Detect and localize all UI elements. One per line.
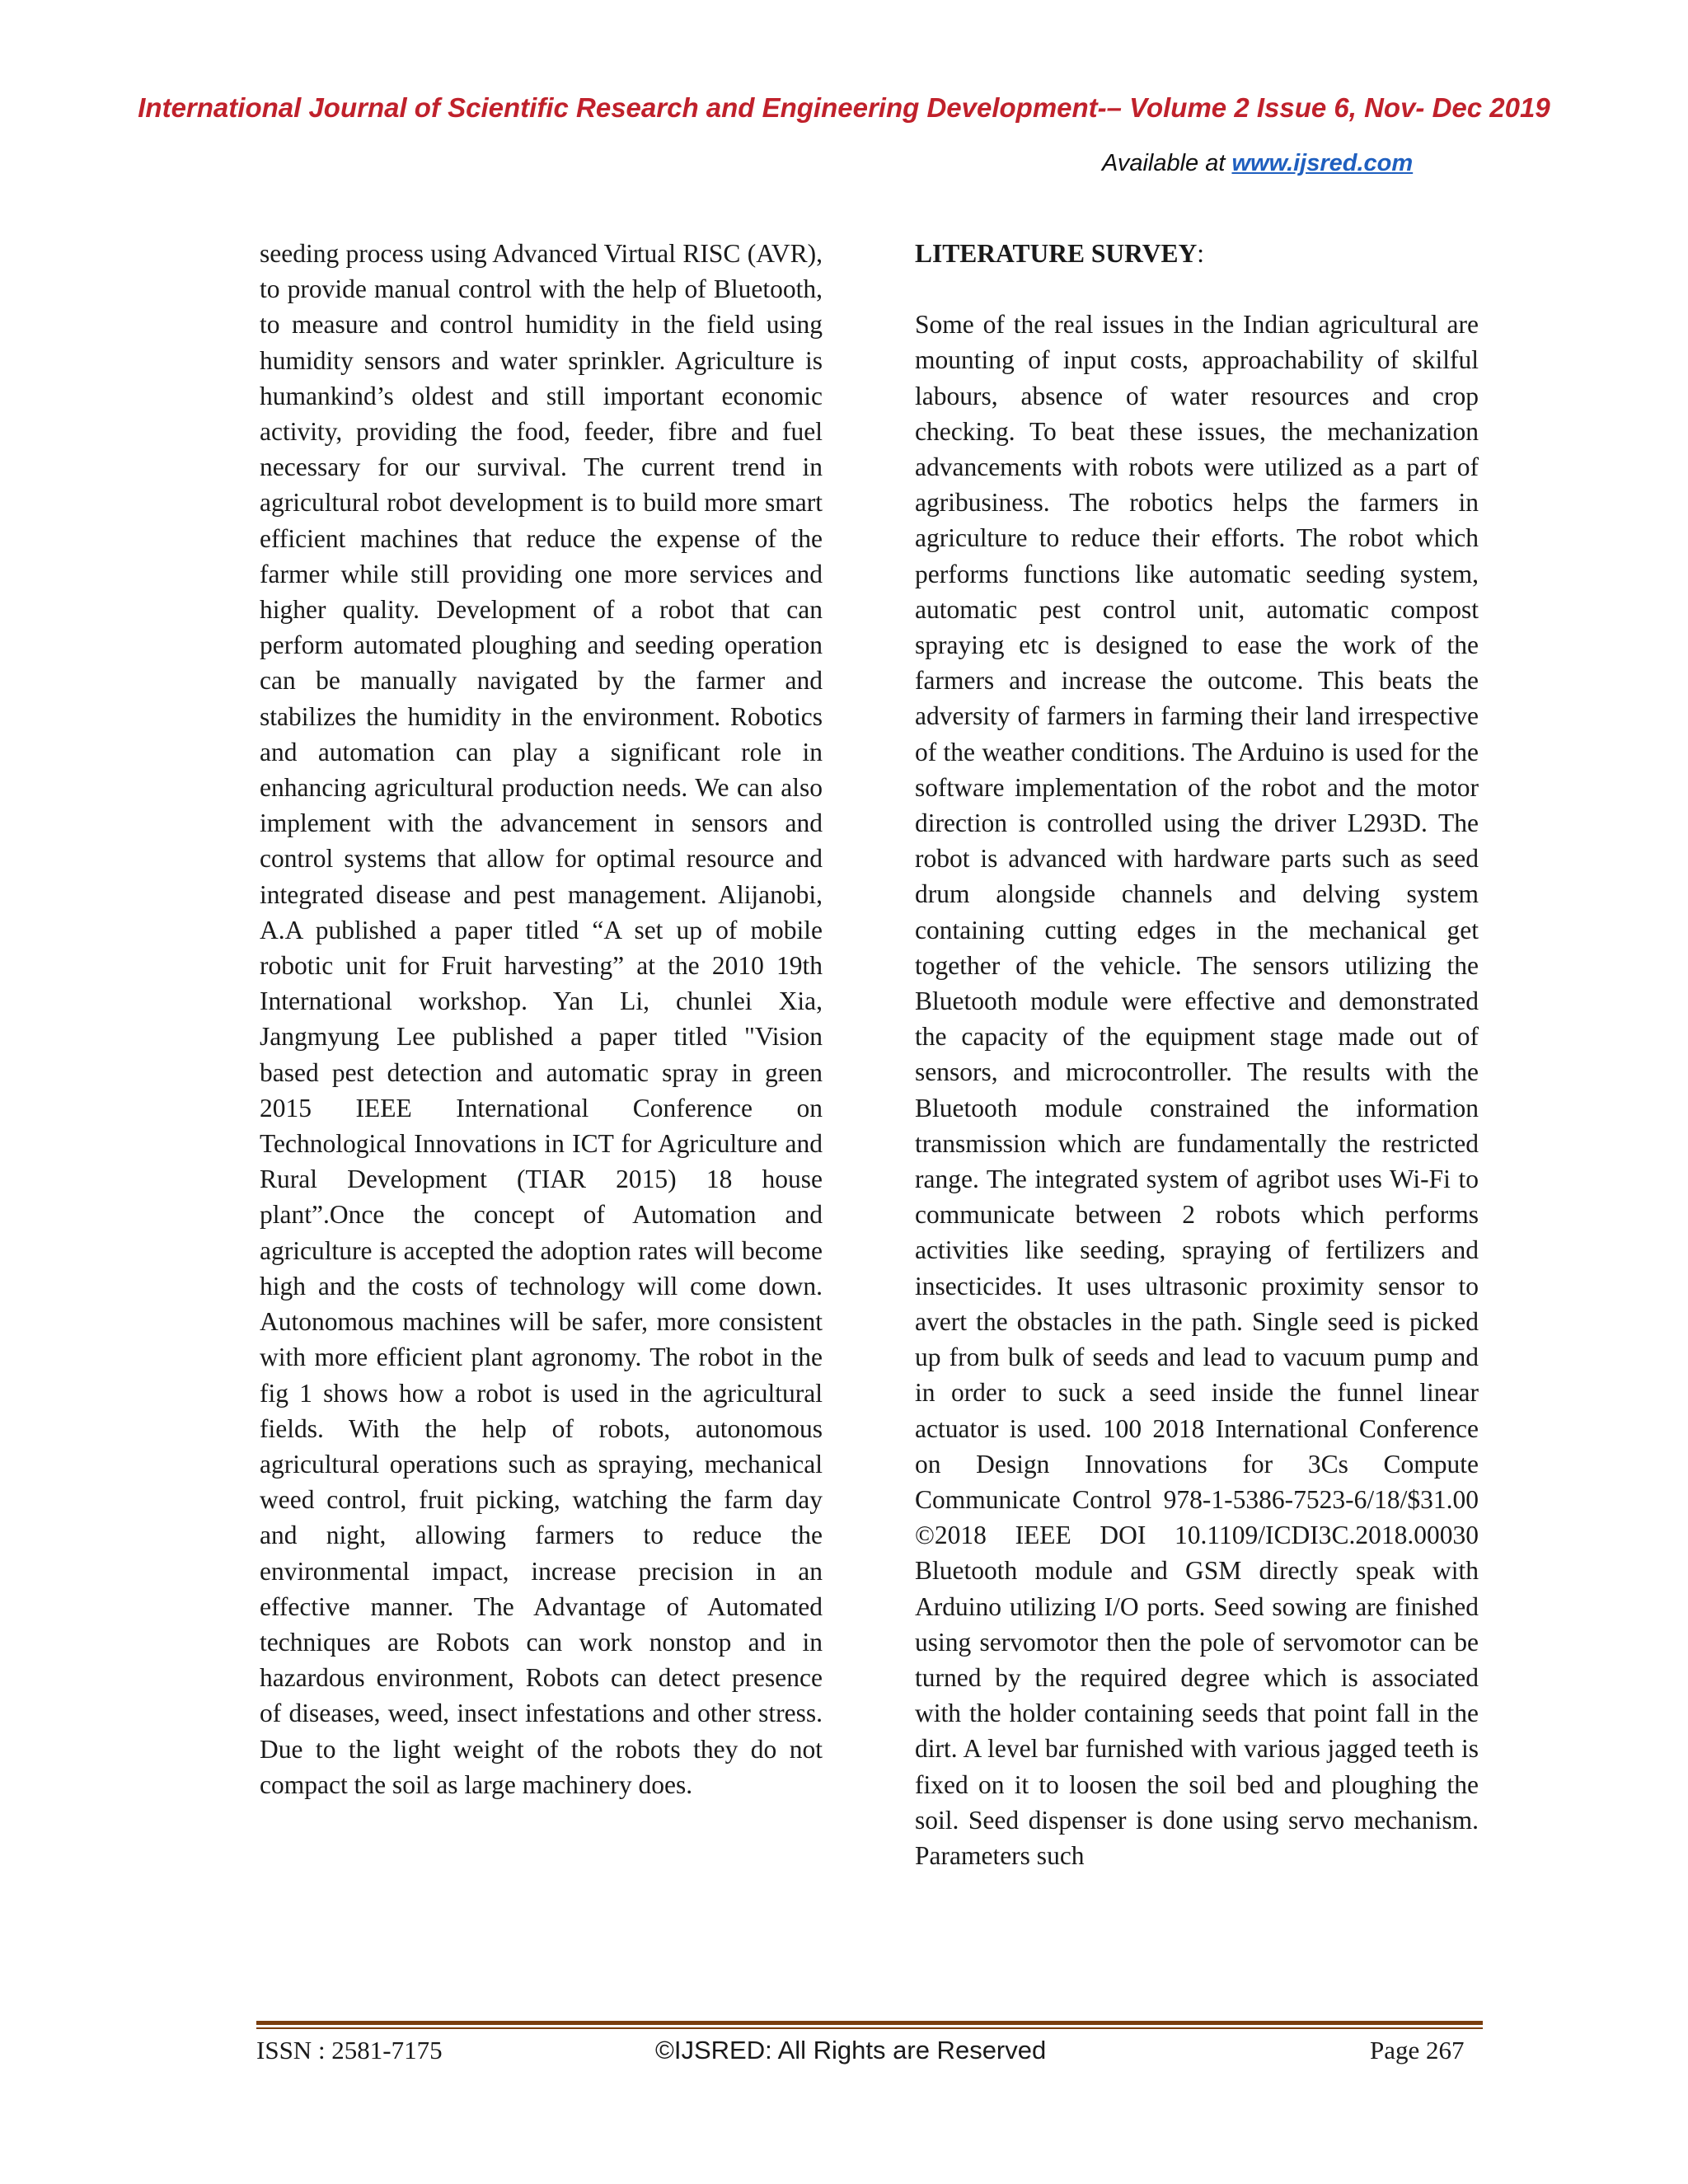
left-column <box>260 236 823 1802</box>
section-heading-colon: : <box>1197 239 1205 268</box>
right-column-paragraph: Some of the real issues in the Indian agricultural are mounting of input costs, approachability of skilful labours, absence of water resources and crop checking. To beat these issues, the mechanization advancements with robots were utilized as a part of agribusiness. The robotics helps the farmers in agriculture to reduce their efforts. The robot which performs functions like automatic seeding system, automatic pest control unit, automatic compost spraying etc is designed to ease the work of the farmers and increase the outcome. This beats the adversity of farmers in farming their land irrespective of the weather conditions. The Arduino is used for the software implementation of the robot and the motor direction is controlled using the driver L293D. The robot is advanced with hardware parts such as seed drum alongside channels and delving system containing cutting edges in the mechanical get together of the vehicle. The sensors utilizing the Bluetooth module were effective and demonstrated the capacity of the equipment stage made out of sensors, and microcontroller. The results with the Bluetooth module constrained the information transmission which are fundamentally the restricted range. The integrated system of agribot uses Wi-Fi to communicate between 2 robots which performs activities like seeding, spraying of fertilizers and insecticides. It uses ultrasonic proximity sensor to avert the obstacles in the path. Single seed is picked up from bulk of seeds and lead to vacuum pump and in order to suck a seed inside the funnel linear actuator is used. 100 2018 International Conference on Design Innovations for 3Cs Compute Communicate Control 978-1-5386-7523-6/18/$31.00 ©2018 IEEE DOI 10.1109/ICDI3C.2018.00030 Bluetooth module and GSM directly speak with Arduino utilizing I/O ports. Seed sowing are finished using servomotor then the pole of servomotor can be turned by the required degree which is associated with the holder containing seeds that point fall in the dirt. A level bar furnished with various jagged teeth is fixed on it to loosen the soil bed and ploughing the soil. Seed dispenser is done using servo mechanism. Parameters such <box>915 310 1479 1870</box>
footer-page-number: Page 267 <box>1370 2036 1465 2064</box>
left-column-paragraph: seeding process using Advanced Virtual RISC (AVR), to provide manual control with the help of Bluetooth, to measure and control humidity in the field using humidity sensors and water sprinkler. Agriculture is humankind’s oldest and still important economic activity, providing the food, feeder, fibre and fuel necessary for our survival. The current trend in agricultural robot development is to build more smart efficient machines that reduce the expense of the farmer while still providing one more services and higher quality. Development of a robot that can perform automated ploughing and seeding operation can be manually navigated by the farmer and stabilizes the humidity in the environment. Robotics and automation can play a significant role in enhancing agricultural production needs. We can also implement with the advancement in sensors and control systems that allow for optimal resource and integrated disease and pest management. Alijanobi, A.A published a paper titled “A set up of mobile robotic unit for Fruit harvesting” at the 2010 19th International workshop. Yan Li, chunlei Xia, Jangmyung Lee published a paper titled "Vision based pest detection and automatic spray in green 2015 IEEE International Conference on Technological Innovations in ICT for Agriculture and Rural Development (TIAR 2015) 18 house plant”.Once the concept of Automation and agriculture is accepted the adoption rates will become high and the costs of technology will come down. Autonomous machines will be safer, more consistent with more efficient plant agronomy. The robot in the fig 1 shows how a robot is used in the agricultural fields. With the help of robots, autonomous agricultural operations such as spraying, mechanical weed control, fruit picking, watching the farm day and night, allowing farmers to reduce the environmental impact, increase precision in an effective manner. The Advantage of Automated techniques are Robots can work nonstop and in hazardous environment, Robots can detect presence of diseases, weed, insect infestations and other stress. Due to the light weight of the robots they do not compact the soil as large machinery does. <box>260 239 823 1799</box>
footer-copyright: ©IJSRED: All Rights are Reserved <box>655 2036 1047 2064</box>
footer-issn: ISSN : 2581-7175 <box>256 2036 443 2064</box>
available-at <box>1102 150 1413 177</box>
section-heading <box>915 236 1479 271</box>
footer-rule-thin <box>256 2027 1483 2029</box>
journal-website-link[interactable]: www.ijsred.com <box>1231 150 1414 176</box>
footer-rule-thick <box>256 2021 1483 2025</box>
section-heading-title: LITERATURE SURVEY <box>915 239 1198 268</box>
right-column <box>915 236 1479 1873</box>
available-prefix: Available at <box>1102 150 1232 176</box>
journal-header: International Journal of Scientific Research and Engineering Development-– Volume 2 Issue 6, Nov- Dec 2019 <box>138 92 1550 123</box>
